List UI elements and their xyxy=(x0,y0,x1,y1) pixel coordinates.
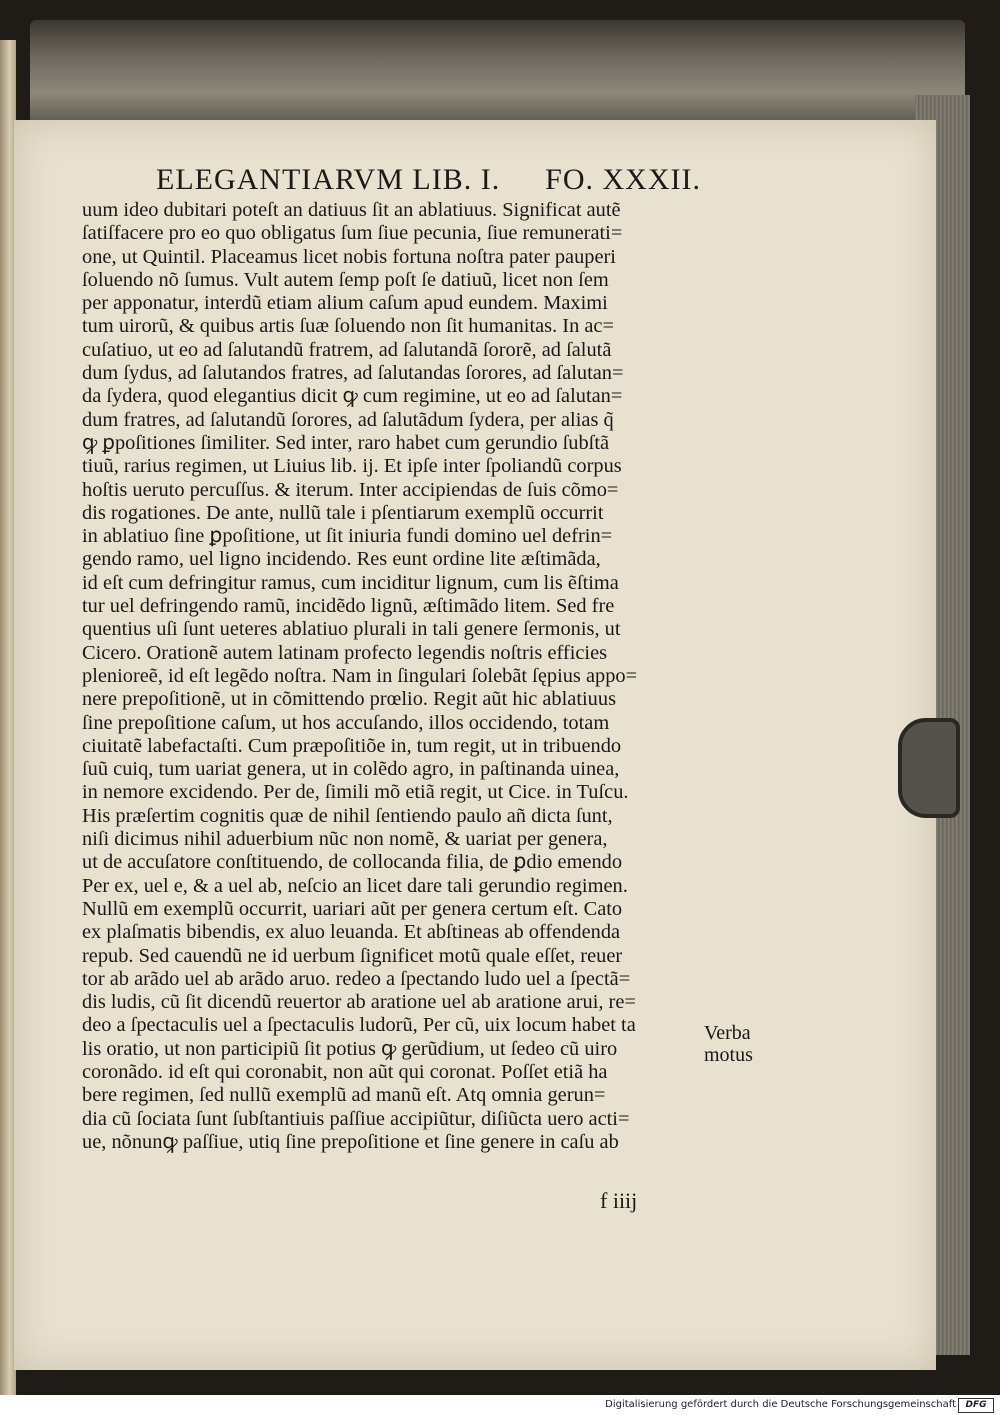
text-line: repub. Sed cauendũ ne id uerbum ſignificet motũ quale eſſet, reuer xyxy=(82,944,623,967)
book-clasp xyxy=(898,718,960,818)
text-line: tor ab arãdo uel ab arãdo aruo. redeo a ſpectando ludo uel a ſpectã= xyxy=(82,967,631,990)
text-line: deo a ſpectaculis uel a ſpectaculis ludorũ, Per cũ, uix locum habet ta xyxy=(82,1014,636,1037)
text-line: dum fratres, ad ſalutandũ ſorores, ad ſalutãdum ſydera, per alias q̃ xyxy=(82,408,614,431)
text-line: ſatiſfacere pro eo quo obligatus ſum ſiue pecunia, ſiue remunerati= xyxy=(82,222,623,245)
text-line: quentius uſi ſunt ueteres ablatiuo plurali in tali genere ſermonis, ut xyxy=(82,618,621,641)
text-line: tum uirorũ, & quibus artis ſuæ ſoluendo non ſit humanitas. In ac= xyxy=(82,315,614,338)
text-line: nere prepoſitionẽ, ut in cõmittendo prœlio. Regit aũt hic ablatiuus xyxy=(82,688,616,711)
text-line: ue, nõnunꝙ paſſiue, utiq ſine prepoſitione et ſine genere in caſu ab xyxy=(82,1130,619,1153)
text-line: in ablatiuo ſine ꝑpoſitione, ut ſit iniuria fundi domino uel defrin= xyxy=(82,525,613,548)
text-line: one, ut Quintil. Placeamus licet nobis fortuna noſtra pater pauperi xyxy=(82,245,616,268)
text-line: in nemore excidendo. Per de, ſimili mõ etiã regit, ut Cice. in Tuſcu. xyxy=(82,781,629,804)
text-line: da ſydera, quod elegantius dicit ꝙ cum regimine, ut eo ad ſalutan= xyxy=(82,385,623,408)
funding-credit: Digitalisierung gefördert durch die Deutsche Forschungsgemeinschaft xyxy=(605,1399,956,1410)
text-line: uum ideo dubitari poteſt an datiuus ſit an ablatiuus. Significat autẽ xyxy=(82,199,621,221)
text-line: plenioreẽ, id eſt legẽdo noſtra. Nam in ſingulari ſolebãt ſępius appo= xyxy=(82,664,638,687)
text-line: Per ex, uel e, & a uel ab, neſcio an licet dare tali gerundio regimen. xyxy=(82,874,628,897)
text-line: ſuũ cuiq, tum uariat genera, ut in colẽdo agro, in paſtinanda uinea, xyxy=(82,758,620,781)
body-text xyxy=(82,199,706,1154)
marginal-note-line: Verba xyxy=(704,1022,751,1044)
dfg-logo: DFG xyxy=(958,1398,994,1413)
text-line: tur uel defringendo ramũ, incidẽdo lignũ, æſtimãdo litem. Sed fre xyxy=(82,595,615,618)
running-header xyxy=(156,163,701,201)
text-line: lis oratio, ut non participiũ ſit potius ꝙ gerũdium, ut ſedeo cũ uiro xyxy=(82,1037,618,1060)
text-line: His præſertim cognitis quæ de nihil ſentiendo paulo añ dicta ſunt, xyxy=(82,804,613,827)
text-line: tiuũ, rarius regimen, ut Liuius lib. ij. Et ipſe inter ſpoliandũ corpus xyxy=(82,455,622,478)
signature-mark: f iiij xyxy=(600,1188,638,1213)
text-line: dis rogationes. De ante, nullũ tale i pſentiarum exemplũ occurrit xyxy=(82,501,604,524)
text-line: niſi dicimus nihil aduerbium nũc non nomẽ, & uariat per genera, xyxy=(82,828,608,851)
footer-bar xyxy=(0,1395,1000,1415)
folio-number: FO. XXXII. xyxy=(545,163,701,196)
text-line: gendo ramo, uel ligno incidendo. Res eunt ordine lite æſtimãda, xyxy=(82,548,601,571)
text-line: bere regimen, ſed nullũ exemplũ ad manũ eſt. Atq omnia gerun= xyxy=(82,1084,606,1107)
text-line: ꝙ ꝑpoſitiones ſimiliter. Sed inter, raro habet cum gerundio ſubſtã xyxy=(82,431,610,454)
text-line: id eſt cum defringitur ramus, cum inciditur lignum, cum lis ẽſtima xyxy=(82,571,619,594)
page-edge-top xyxy=(30,20,965,125)
text-line: per apponatur, interdũ etiam alium caſum apud eundem. Maximi xyxy=(82,292,608,315)
marginal-note xyxy=(704,1022,774,1066)
text-line: ex plaſmatis bibendis, ex aluo leuanda. Et abſtineas ab offendenda xyxy=(82,921,621,944)
text-line: ut de accuſatore conſtituendo, de collocanda filia, de ꝑdio emendo xyxy=(82,851,623,874)
text-line: hoſtis ueruto percuſſus. & iterum. Inter accipiendas de ſuis cõmo= xyxy=(82,478,619,501)
text-line: Cicero. Orationẽ autem latinam profecto legendis noſtris efficies xyxy=(82,641,608,664)
marginal-note-line: motus xyxy=(704,1044,753,1066)
text-line: Nullũ em exemplũ occurrit, uariari aũt per genera certum eſt. Cato xyxy=(82,897,623,920)
text-line: cuſatiuo, ut eo ad ſalutandũ fratrem, ad ſalutandã ſororẽ, ad ſalutã xyxy=(82,338,612,361)
header-title: ELEGANTIARVM LIB. I. xyxy=(156,163,501,196)
text-line: dum ſydus, ad ſalutandos fratres, ad ſalutandas ſorores, ad ſalutan= xyxy=(82,362,624,385)
text-line: ſine prepoſitione caſum, ut hos accuſando, illos occidendo, totam xyxy=(82,711,610,734)
text-line: ciuitatẽ labefactaſti. Cum præpoſitiõe in, tum regit, ut in tribuendo xyxy=(82,734,622,757)
text-line: dis ludis, cũ ſit dicendũ reuertor ab aratione uel ab aratione arui, re= xyxy=(82,991,636,1014)
text-line: dia cũ ſociata ſunt ſubſtantiuis paſſiue accipiũtur, diſiũcta uero acti= xyxy=(82,1107,630,1130)
text-line: coronãdo. id eſt qui coronabit, non aũt qui coronat. Poſſet etiã ha xyxy=(82,1060,608,1083)
text-line: ſoluendo nõ ſumus. Vult autem ſemp poſt ſe datiuũ, licet non ſem xyxy=(82,268,609,291)
